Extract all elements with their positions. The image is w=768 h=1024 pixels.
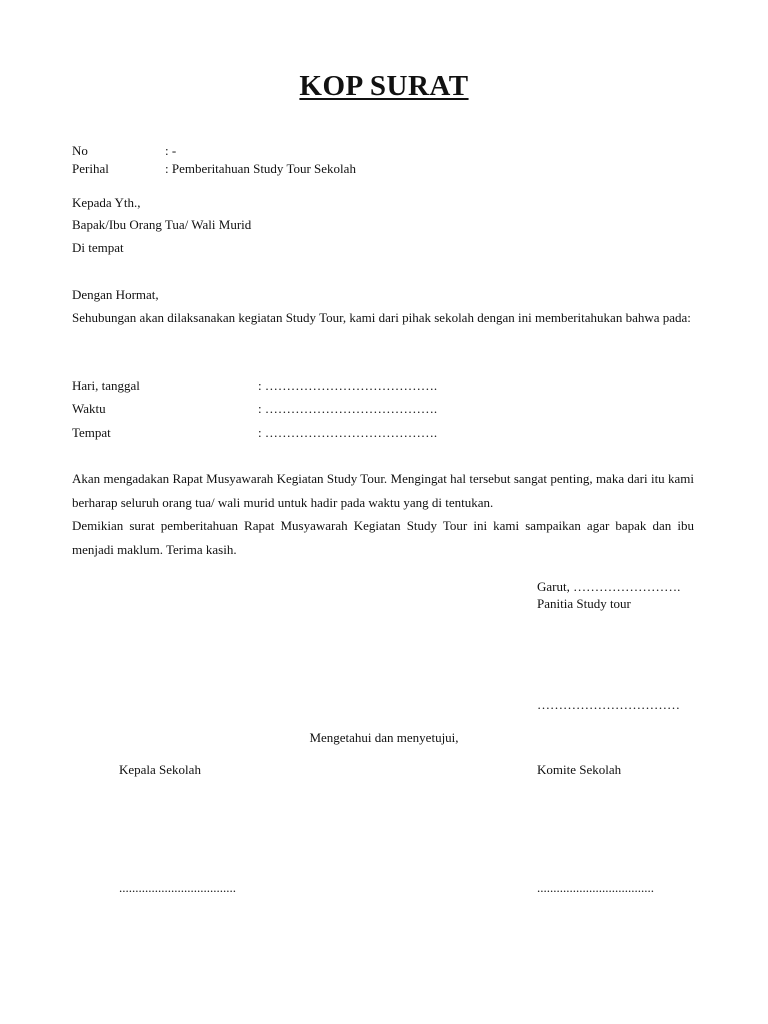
- detail-value-date: : ………………………………….: [258, 378, 438, 393]
- committee-signature-line: ……………………………: [537, 697, 680, 712]
- recipient-line-1: Kepada Yth.,: [72, 195, 141, 210]
- detail-value-time: : ………………………………….: [258, 401, 438, 416]
- perihal-value: : Pemberitahuan Study Tour Sekolah: [165, 161, 356, 176]
- body-text-2: Demikian surat pemberitahuan Rapat Musyawarah Kegiatan Study Tour ini kami sampaikan agar bapak dan ibu menjadi maklum. Terima kasih.: [72, 518, 694, 557]
- intro-text: Sehubungan akan dilaksanakan kegiatan Study Tour, kami dari pihak sekolah dengan ini memberitahukan bahwa pada:: [72, 310, 691, 325]
- body-text-1: Akan mengadakan Rapat Musyawarah Kegiatan Study Tour. Mengingat hal tersebut sangat penting, maka dari itu kami berharap seluruh orang tua/ wali murid untuk hadir pada waktu yang di tentukan.: [72, 471, 694, 510]
- detail-label-place: Tempat: [72, 425, 111, 440]
- detail-label-date: Hari, tanggal: [72, 378, 140, 393]
- principal-title: Kepala Sekolah: [119, 762, 201, 777]
- body-paragraph-2: [72, 514, 694, 561]
- intro-paragraph: [72, 306, 694, 330]
- perihal-label: Perihal: [72, 161, 109, 176]
- committee-school-title: Komite Sekolah: [537, 762, 622, 777]
- recipient-line-3: Di tempat: [72, 240, 124, 255]
- committee-title: Panitia Study tour: [537, 596, 631, 611]
- salutation: Dengan Hormat,: [72, 287, 159, 302]
- committee-school-signature-line: ....................................: [537, 880, 654, 895]
- recipient-line-2: Bapak/Ibu Orang Tua/ Wali Murid: [72, 217, 252, 232]
- place-date: Garut, …………………….: [537, 579, 681, 594]
- detail-value-place: : ………………………………….: [258, 425, 438, 440]
- page-title: KOP SURAT: [299, 70, 469, 102]
- principal-signature-line: ....................................: [119, 880, 236, 895]
- detail-label-time: Waktu: [72, 401, 106, 416]
- no-label: No: [72, 143, 88, 158]
- acknowledge-text: Mengetahui dan menyetujui,: [309, 730, 459, 745]
- no-value: : -: [165, 143, 177, 158]
- body-paragraph-1: [72, 467, 694, 514]
